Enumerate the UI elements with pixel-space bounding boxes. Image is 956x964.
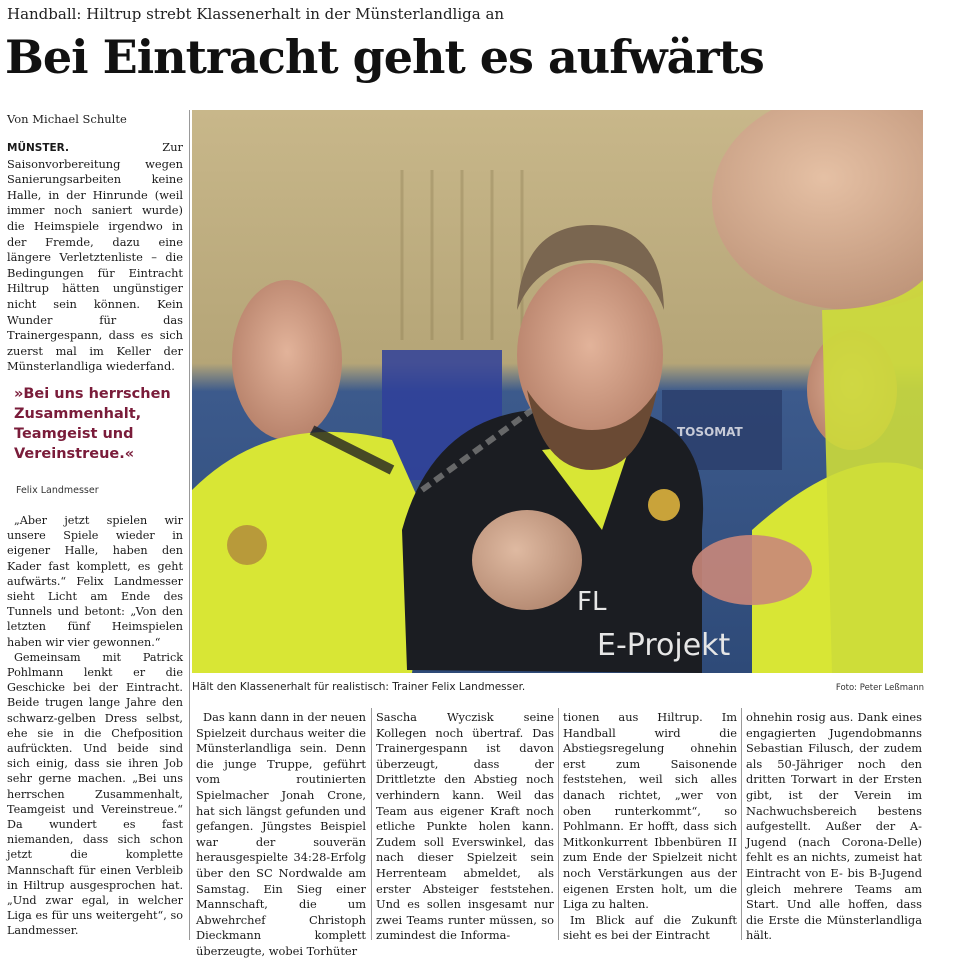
column-divider [189,110,190,940]
body-paragraph: „Aber jetzt spielen wir unsere Spiele wieder in eigener Halle, haben den Kader fast komplett, es geht aufwärts.“ Felix Landmesser sieht Licht am Ende des Tunnels und betont: „Von den letzten fünf Heimspielen haben wir vier gewonnen.“ [7,514,183,649]
body-paragraph: Das kann dann in der neuen Spielzeit durchaus weiter die Münsterlandliga sein. Denn die junge Truppe, geführt vom routinierten Spielmacher Jonah Crone, hat sich längst gefunden und gefangen. Jüngstes Beispiel war der souverän herausgespielte 34:28-Erfolg über den SC Nordwalde am Samstag. Ein Sieg einer Mannschaft, die um Abwehrchef Christoph Dieckmann komplett überzeugte, wobei Torhüter [196,710,366,958]
pull-quote-author: Felix Landmesser [16,485,99,496]
body-paragraph: Im Blick auf die Zukunft sieht es bei der Eintracht [563,912,737,943]
column-5 [746,710,922,944]
wall-sign: TOSOMAT [677,425,743,439]
photo-caption: Hält den Klassenerhalt für realistisch: Trainer Felix Landmesser. [192,681,526,693]
article-photo [192,110,923,673]
column-3 [376,710,554,944]
intro-paragraph: Zur Saisonvorbereitung wegen Sanierungsarbeiten keine Halle, in der Hinrunde (weil immer noch saniert wurde) die Heimspiele irgendwo in der Fremde, dazu eine längere Verletztenliste – die Bedingungen für Eintracht Hiltrup hätten ungünstiger nicht sein können. Kein Wunder für das Trainergespann, dass es sich zuerst mal im Keller der Münsterlandliga wiederfand. [7,140,183,374]
article-kicker: Handball: Hiltrup strebt Klassenerhalt in der Münsterlandliga an [7,5,505,23]
pull-quote: »Bei uns herrschen Zusammenhalt, Teamgeist und Vereinstreue.« [14,386,171,462]
column-2 [196,710,366,960]
body-paragraph: tionen aus Hiltrup. Im Handball wird die Abstiegsregelung ohnehin erst zum Saisonende feststehen, weil sich alles danach richtet, „wer von oben runterkommt“, so Pohlmann. Er hofft, dass sich Mitkonkurrent Ibbenbüren II zum Ende der Spielzeit nicht noch Verstärkungen aus der eigenen Ersten holt, um die Liga zu halten. [563,710,737,912]
coach-team-huddle-image [192,110,923,673]
dateline-city: MÜNSTER. [7,142,69,154]
shirt-sponsor: E-Projekt [597,628,731,663]
shirt-letters: FL [577,587,607,617]
body-paragraph: Gemeinsam mit Patrick Pohlmann lenkt er die Geschicke bei der Eintracht. Beide trugen lange Jahre den schwarz-gelben Dress selbst, ehe sie in die Chefposition aufrückten. Und beide sind sich einig, dass sie ihren Job sehr gerne machen. „Bei uns herrschen Zusammenhalt, Teamgeist und Vereinstreue.“ Da wundert es fast niemanden, dass sich schon jetzt die komplette Mannschaft für einen Verbleib in Hiltrup ausgesprochen hat. „Und zwar egal, in welcher Liga es für uns weitergeht“, so Landmesser. [7,650,183,938]
body-paragraph: Sascha Wyczisk seine Kollegen noch übertraf. Das Trainergespann ist davon überzeugt, dass der Drittletzte den Abstieg noch verhindern kann. Weil das Team aus eigener Kraft noch etliche Punkte holen kann. Zudem soll Everswinkel, das nach dieser Spielzeit sein Herrenteam abmeldet, als erster Absteiger feststehen. Und es sollen insgesamt nur zwei Teams runter müssen, so zumindest die Informa- [376,710,554,943]
body-paragraph: ohnehin rosig aus. Dank eines engagierten Jugendobmanns Sebastian Filusch, der zudem als 50-Jähriger noch den dritten Torwart in der Ersten gibt, ist der Verein im Nachwuchsbereich bestens aufgestellt. Außer der A-Jugend (nach Corona-Delle) fehlt es an nichts, zumeist hat Eintracht von E- bis B-Jugend gleich mehrere Teams am Start. Und alle hoffen, dass die Erste die Münsterlandliga hält. [746,710,922,943]
column-1-top [7,140,183,375]
article-headline: Bei Eintracht geht es aufwärts [5,30,764,84]
photo-credit: Foto: Peter Leßmann [835,683,924,693]
column-1-bottom [7,513,183,939]
column-divider [558,708,559,940]
column-divider [371,708,372,940]
column-divider [741,708,742,940]
column-4 [563,710,737,944]
article-byline: Von Michael Schulte [7,112,127,126]
